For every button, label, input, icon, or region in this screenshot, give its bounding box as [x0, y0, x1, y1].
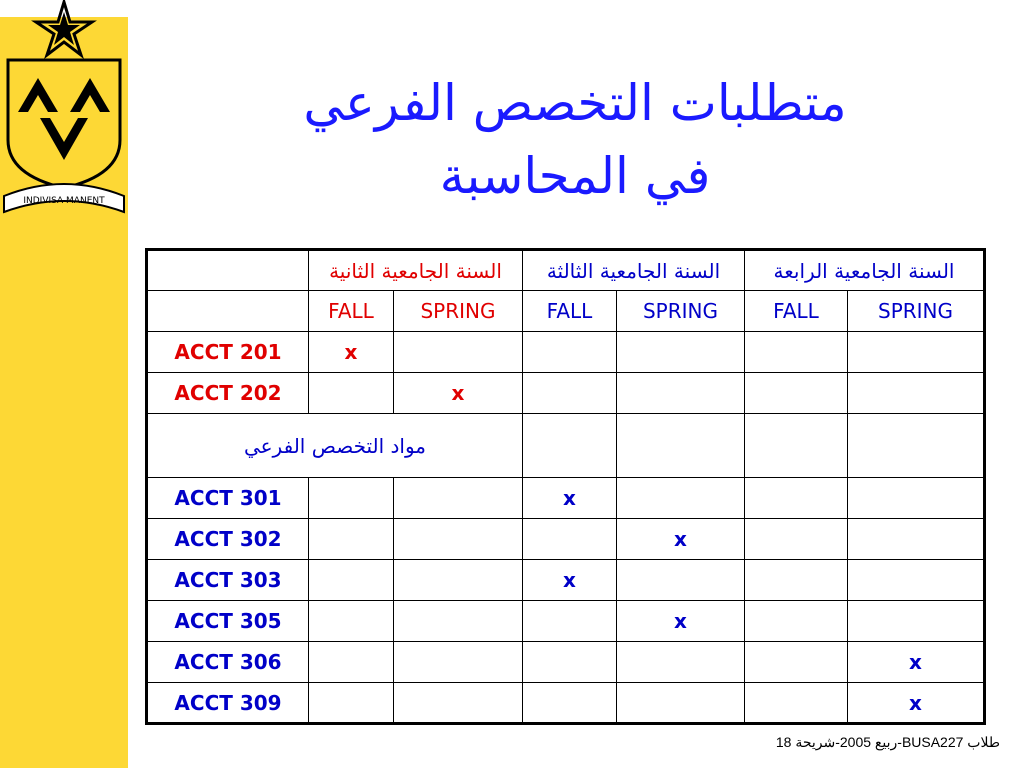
mark-cell	[309, 683, 394, 724]
table-row	[147, 601, 985, 642]
empty-cell	[745, 414, 848, 478]
table-row	[147, 683, 985, 724]
mark-cell	[617, 332, 745, 373]
requirements-table	[145, 248, 986, 725]
mark-cell	[523, 519, 617, 560]
slide-title-line1: متطلبات التخصص الفرعي	[303, 74, 847, 132]
empty-cell	[617, 414, 745, 478]
corner-cell	[147, 250, 309, 291]
table-row	[147, 478, 985, 519]
mark-cell	[394, 560, 523, 601]
mark-cell	[309, 560, 394, 601]
term-header: FALL	[523, 291, 617, 332]
course-code: ACCT 201	[147, 332, 309, 373]
term-header: FALL	[745, 291, 848, 332]
table-row	[147, 373, 985, 414]
mark-cell	[745, 519, 848, 560]
mark-cell	[394, 332, 523, 373]
mark-cell: x	[617, 519, 745, 560]
mark-cell	[309, 478, 394, 519]
mark-cell	[523, 332, 617, 373]
term-header: FALL	[309, 291, 394, 332]
section-label: مواد التخصص الفرعي	[147, 414, 523, 478]
table-row	[147, 642, 985, 683]
table-row	[147, 560, 985, 601]
shield-icon	[8, 60, 120, 188]
section-row	[147, 414, 985, 478]
course-code: ACCT 305	[147, 601, 309, 642]
course-code: ACCT 303	[147, 560, 309, 601]
mark-cell	[745, 560, 848, 601]
mark-cell: x	[617, 601, 745, 642]
mark-cell	[523, 601, 617, 642]
year-header-third: السنة الجامعية الثالثة	[523, 250, 745, 291]
empty-cell	[848, 414, 985, 478]
course-code: ACCT 301	[147, 478, 309, 519]
term-header: SPRING	[394, 291, 523, 332]
course-code: ACCT 302	[147, 519, 309, 560]
mark-cell: x	[848, 642, 985, 683]
mark-cell	[617, 560, 745, 601]
mark-cell	[745, 601, 848, 642]
table-row	[147, 519, 985, 560]
year-header-fourth: السنة الجامعية الرابعة	[745, 250, 985, 291]
mark-cell	[848, 519, 985, 560]
mark-cell	[309, 642, 394, 683]
crest-logo	[0, 0, 130, 220]
mark-cell	[523, 642, 617, 683]
mark-cell: x	[848, 683, 985, 724]
slide-title-line2: في المحاسبة	[439, 147, 711, 205]
mark-cell	[309, 373, 394, 414]
mark-cell	[394, 601, 523, 642]
mark-cell	[309, 601, 394, 642]
term-header-row	[147, 291, 985, 332]
mark-cell	[848, 478, 985, 519]
mark-cell	[745, 683, 848, 724]
mark-cell	[617, 478, 745, 519]
mark-cell	[394, 683, 523, 724]
mark-cell	[848, 560, 985, 601]
mark-cell	[848, 332, 985, 373]
mark-cell	[394, 642, 523, 683]
mark-cell	[745, 642, 848, 683]
mark-cell	[523, 683, 617, 724]
mark-cell	[848, 601, 985, 642]
mark-cell: x	[523, 478, 617, 519]
mark-cell	[617, 373, 745, 414]
mark-cell	[617, 683, 745, 724]
mark-cell: x	[523, 560, 617, 601]
slide-footer: طلاب BUSA227-ربيع 2005-شريحة 18	[775, 734, 1000, 750]
mark-cell	[394, 478, 523, 519]
term-header: SPRING	[617, 291, 745, 332]
mark-cell	[745, 478, 848, 519]
mark-cell	[617, 642, 745, 683]
mark-cell	[309, 519, 394, 560]
mark-cell: x	[394, 373, 523, 414]
mark-cell	[394, 519, 523, 560]
term-header: SPRING	[848, 291, 985, 332]
mark-cell	[745, 332, 848, 373]
course-code: ACCT 309	[147, 683, 309, 724]
corner-cell	[147, 291, 309, 332]
course-code: ACCT 306	[147, 642, 309, 683]
mark-cell: x	[309, 332, 394, 373]
crest-motto: INDIVISA MANENT	[23, 196, 105, 206]
mark-cell	[523, 373, 617, 414]
mark-cell	[745, 373, 848, 414]
year-header-row	[147, 250, 985, 291]
year-header-second: السنة الجامعية الثانية	[309, 250, 523, 291]
course-code: ACCT 202	[147, 373, 309, 414]
mark-cell	[848, 373, 985, 414]
table-row	[147, 332, 985, 373]
empty-cell	[523, 414, 617, 478]
